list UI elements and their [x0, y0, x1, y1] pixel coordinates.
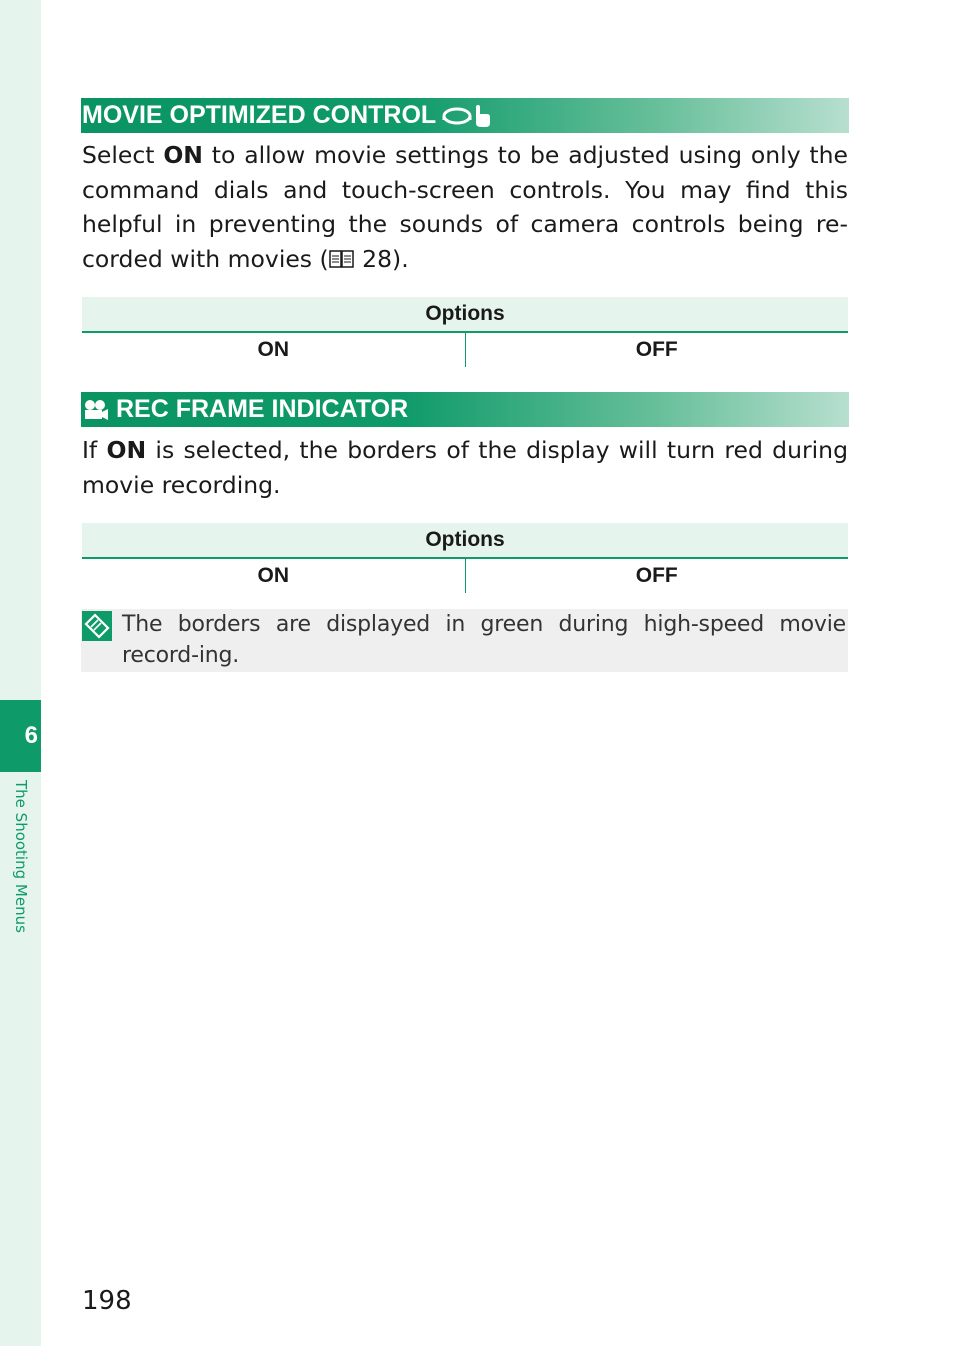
note-icon — [82, 611, 112, 645]
chapter-tab — [0, 700, 41, 772]
section-title: REC FRAME INDICATOR — [116, 395, 409, 423]
option-off: OFF — [635, 564, 678, 587]
option-off: OFF — [635, 338, 678, 361]
section-body: Select ON to allow movie settings to be adjusted using only the command dials and touch-screen controls. You may find this helpful in preventing the sounds of camera controls being re-corded with movies ( 28). — [82, 138, 848, 278]
chapter-number: 6 — [24, 722, 38, 749]
section-heading-rec-frame-indicator — [81, 392, 849, 427]
options-table — [82, 297, 848, 367]
section-title: MOVIE OPTIMIZED CONTROL — [82, 101, 437, 129]
side-strip — [0, 0, 41, 1346]
options-header: Options — [82, 523, 848, 558]
touch-icon — [474, 104, 492, 128]
book-icon — [329, 244, 355, 279]
options-header: Options — [82, 297, 848, 332]
note-text: The borders are displayed in green during high-speed movie record-ing. — [122, 612, 846, 668]
option-on: ON — [82, 332, 465, 367]
movie-camera-icon — [82, 399, 110, 421]
options-table — [82, 523, 848, 593]
page-number: 198 — [82, 1286, 132, 1316]
note-box — [81, 609, 848, 672]
section-heading-movie-optimized-control — [81, 98, 849, 133]
section-body: If ON is selected, the borders of the display will turn red during movie recording. — [82, 436, 848, 499]
chapter-title: The Shooting Menus — [12, 780, 30, 933]
option-on: ON — [82, 558, 465, 593]
dial-icon — [442, 106, 472, 126]
